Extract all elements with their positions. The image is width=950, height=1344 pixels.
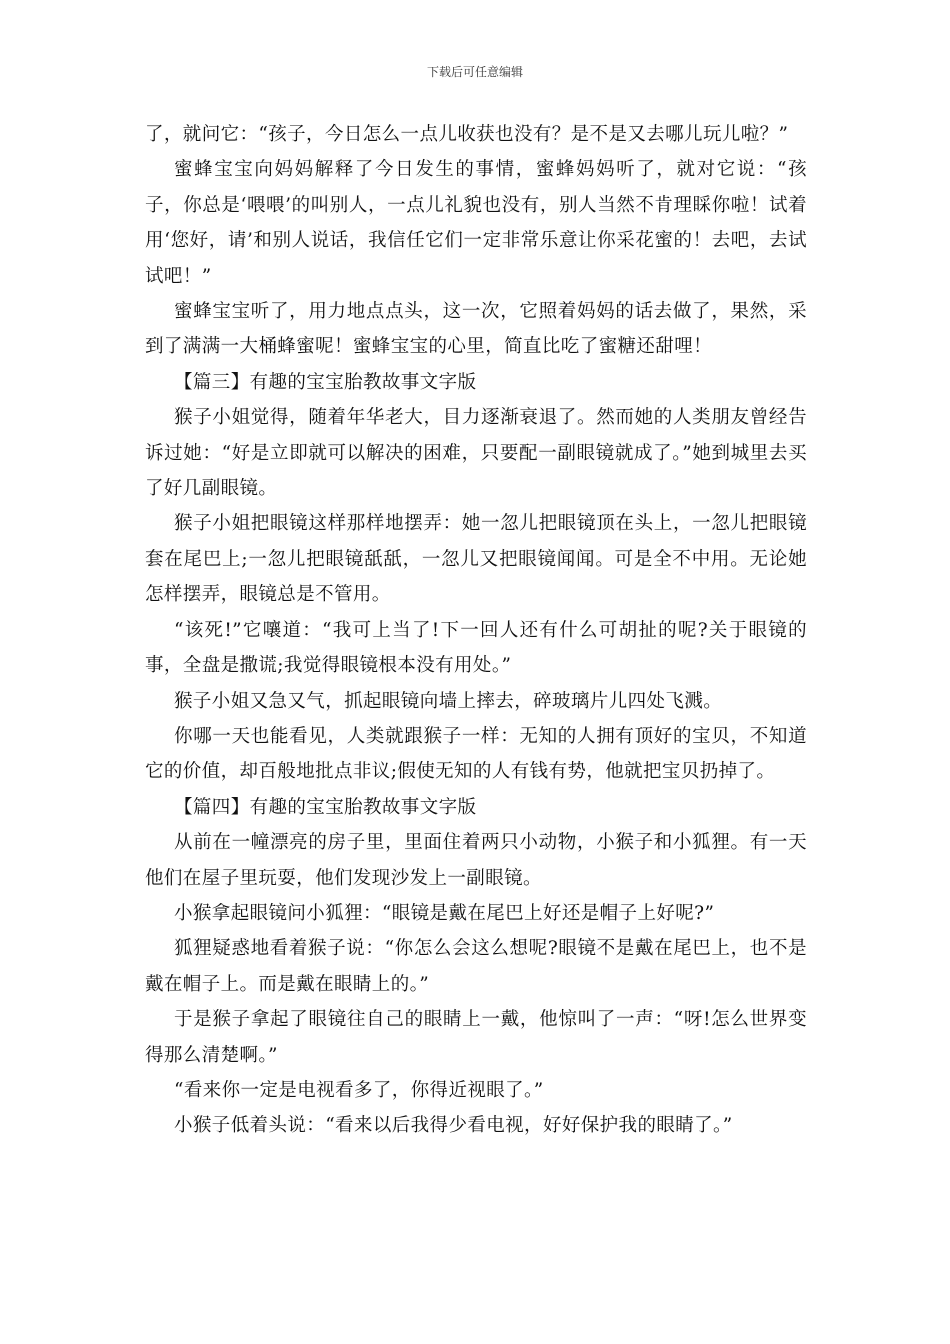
- paragraph: 猴子小姐又急又气，抓起眼镜向墙上摔去，碎玻璃片儿四处飞溅。: [174, 690, 723, 712]
- paragraph: “该死!”它嚷道：“我可上当了!下一回人还有什么可胡扯的呢?关于眼镜的事，全盘是撒谎;我觉得眼镜根本没有用处。”: [145, 619, 807, 677]
- paragraph: 你哪一天也能看见，人类就跟猴子一样：无知的人拥有顶好的宝贝，不知道它的价值，却百般地批点非议;假使无知的人有钱有势，他就把宝贝扔掉了。: [145, 725, 807, 783]
- paragraph: 小猴拿起眼镜问小狐狸：“眼镜是戴在尾巴上好还是帽子上好呢?”: [174, 902, 715, 924]
- paragraph-continuation: 了，就问它：“孩子，今日怎么一点儿收获也没有？是不是又去哪儿玩儿啦？”: [145, 124, 789, 145]
- paragraph: 猴子小姐把眼镜这样那样地摆弄：她一忽儿把眼镜顶在头上，一忽儿把眼镜套在尾巴上;一忽儿把眼镜舐舐，一忽儿又把眼镜闻闻。可是全不中用。无论她怎样摆弄，眼镜总是不管用。: [145, 513, 807, 606]
- page-header: 下载后可任意编辑: [426, 65, 523, 79]
- paragraph: 狐狸疑惑地看着猴子说：“你怎么会这么想呢?眼镜不是戴在尾巴上，也不是戴在帽子上。而是戴在眼睛上的。”: [145, 938, 807, 995]
- paragraph: “看来你一定是电视看多了，你得近视眼了。”: [174, 1079, 544, 1101]
- paragraph: 猴子小姐觉得，随着年华老大，目力逐渐衰退了。然而她的人类朋友曾经告诉过她：“好是立即就可以解决的困难，只要配一副眼镜就成了。”她到城里去买了好几副眼镜。: [145, 407, 807, 500]
- paragraph: 蜜蜂宝宝听了，用力地点点头，这一次，它照着妈妈的话去做了，果然，采到了满满一大桶蜂蜜呢！蜜蜂宝宝的心里，简直比吃了蜜糖还甜哩！: [145, 301, 807, 358]
- section-heading-part3: 【篇三】有趣的宝宝胎教故事文字版: [174, 371, 477, 393]
- paragraph: 于是猴子拿起了眼镜往自己的眼睛上一戴，他惊叫了一声：“呀!怎么世界变得那么清楚啊。”: [145, 1009, 807, 1066]
- section-heading-part4: 【篇四】有趣的宝宝胎教故事文字版: [174, 796, 477, 818]
- document-body: [145, 117, 807, 1144]
- paragraph: 从前在一幢漂亮的房子里，里面住着两只小动物，小猴子和小狐狸。有一天他们在屋子里玩耍，他们发现沙发上一副眼镜。: [145, 832, 807, 889]
- paragraph: 小猴子低着头说：“看来以后我得少看电视，好好保护我的眼睛了。”: [174, 1115, 733, 1137]
- paragraph: 蜜蜂宝宝向妈妈解释了今日发生的事情，蜜蜂妈妈听了，就对它说：“孩子，你总是‘喂喂’的叫别人，一点儿礼貌也没有，别人当然不肯理睬你啦！试着用‘您好，请’和别人说话，我信任它们一定非常乐意让你采花蜜的！去吧，去试试吧！”: [145, 159, 807, 287]
